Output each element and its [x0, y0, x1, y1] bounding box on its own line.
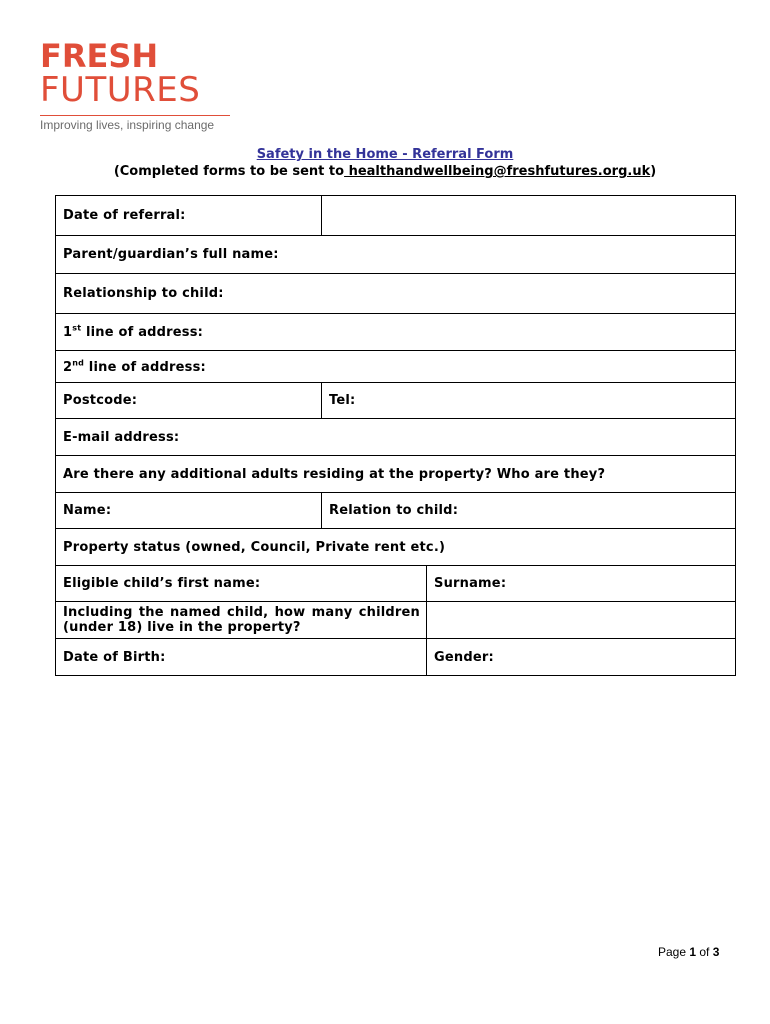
address-line2-suffix: nd [72, 358, 85, 368]
relation-to-child-label: Relation to child: [329, 503, 459, 518]
guardian-name-field[interactable] [56, 236, 736, 274]
table-row [56, 196, 736, 236]
table-row [56, 602, 736, 639]
subtitle-suffix: ) [650, 164, 657, 179]
logo-divider [40, 115, 230, 116]
table-row [56, 529, 736, 566]
table-row [56, 493, 736, 529]
table-row [56, 419, 736, 456]
address-line2-number: 2 [63, 359, 73, 375]
tel-label: Tel: [329, 393, 356, 408]
address-line1-field[interactable] [56, 314, 736, 351]
gender-label: Gender: [434, 649, 494, 665]
logo-tagline: Improving lives, inspiring change [40, 118, 215, 132]
address-line1-suffix: st [72, 323, 82, 333]
of-label: of [696, 945, 713, 959]
children-count-field[interactable] [427, 602, 736, 639]
table-row [56, 351, 736, 383]
subtitle-prefix: (Completed forms to be sent to [113, 164, 345, 179]
gender-field[interactable] [427, 639, 736, 676]
table-row [56, 274, 736, 314]
address-line1-number: 1 [63, 325, 73, 341]
table-row [56, 236, 736, 274]
surname-label: Surname: [434, 576, 507, 591]
postcode-label: Postcode: [63, 393, 138, 408]
tel-field[interactable] [322, 383, 736, 419]
children-count-label: Including the named child, how many children (under 18) live in the property? [63, 605, 420, 635]
property-status-label: Property status (owned, Council, Private rent etc.) [63, 539, 446, 555]
logo-futures-text: FUTURES [40, 70, 201, 110]
relation-to-child-field[interactable] [322, 493, 736, 529]
address-line2-label [63, 360, 206, 375]
table-row [56, 314, 736, 351]
child-first-name-field[interactable] [56, 566, 427, 602]
current-page: 1 [689, 945, 697, 959]
submission-email-link[interactable]: healthandwellbeing@freshfutures.org.uk [344, 164, 651, 179]
additional-adults-field[interactable] [56, 456, 736, 493]
relationship-label: Relationship to child: [63, 286, 224, 301]
page-number [658, 945, 719, 959]
date-of-referral-label: Date of referral: [56, 196, 322, 236]
address-line2-field[interactable] [56, 351, 736, 383]
table-row [56, 566, 736, 602]
child-first-name-label: Eligible child’s first name: [63, 576, 261, 591]
property-status-field[interactable] [56, 529, 736, 566]
guardian-name-label: Parent/guardian’s full name: [63, 247, 279, 262]
form-subtitle [0, 164, 770, 179]
email-address-label: E-mail address: [63, 429, 180, 445]
postcode-field[interactable] [56, 383, 322, 419]
email-address-field[interactable] [56, 419, 736, 456]
address-line1-label [63, 325, 203, 340]
surname-field[interactable] [427, 566, 736, 602]
logo [40, 37, 235, 110]
table-row [56, 383, 736, 419]
address-line1-text: line of address: [81, 325, 204, 341]
page-label: Page [658, 945, 690, 959]
adult-name-label: Name: [63, 503, 112, 518]
address-line2-text: line of address: [84, 359, 206, 375]
referral-form-table [55, 195, 736, 676]
date-of-birth-field[interactable] [56, 639, 427, 676]
children-count-label-cell [56, 602, 427, 639]
additional-adults-label: Are there any additional adults residing at the property? Who are they? [63, 466, 606, 482]
relationship-field[interactable] [56, 274, 736, 314]
date-of-birth-label: Date of Birth: [63, 649, 166, 665]
form-title: Safety in the Home - Referral Form [256, 147, 514, 162]
date-of-referral-field[interactable] [322, 196, 736, 236]
table-row [56, 456, 736, 493]
total-pages: 3 [712, 945, 720, 959]
adult-name-field[interactable] [56, 493, 322, 529]
table-row [56, 639, 736, 676]
logo-fresh-text: FRESH [40, 37, 159, 75]
